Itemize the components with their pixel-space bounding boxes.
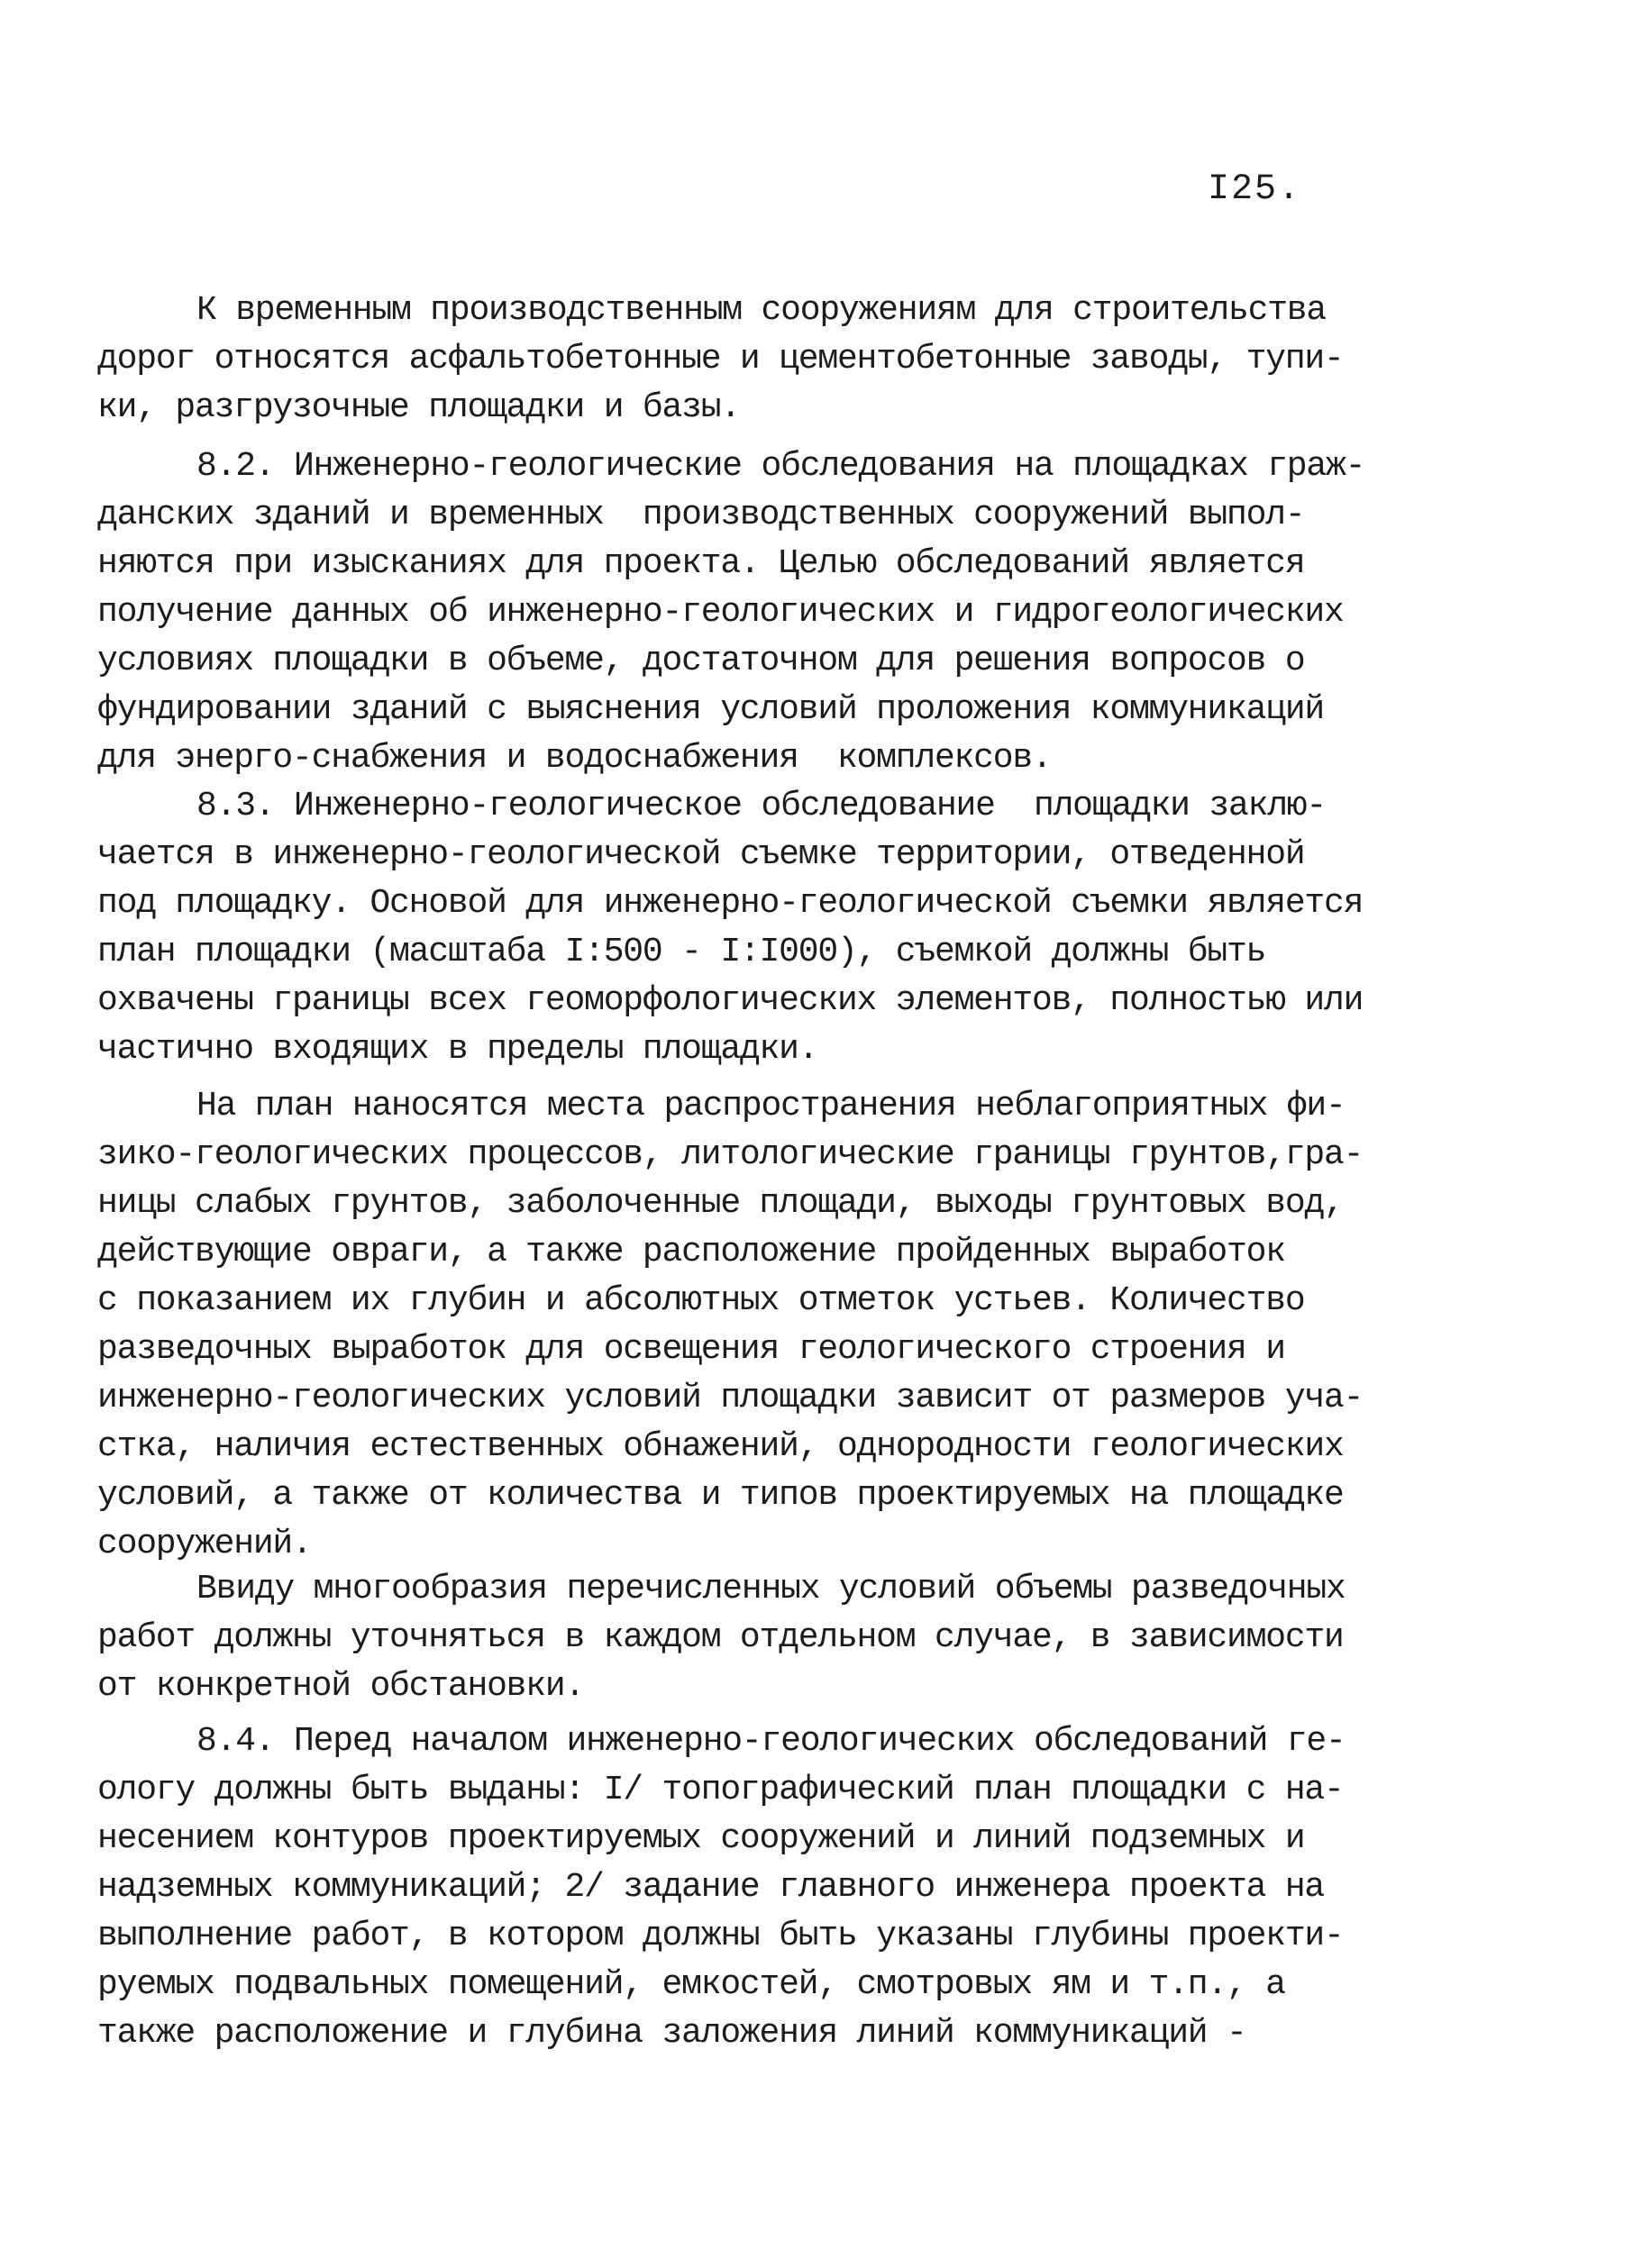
text-line: дорог относятся асфальтобетонные и цементобетонные заводы, тупи- (97, 340, 1344, 378)
paragraph-8-4 (97, 1717, 1368, 2058)
text-line: план площадки (масштаба I:500 - I:I000), съемкой должны быть (97, 933, 1266, 971)
text-line: ницы слабых грунтов, заболоченные площади, выходы грунтовых вод, (97, 1184, 1344, 1223)
page-number: I25. (1208, 169, 1302, 210)
text-line: для энерго-снабжения и водоснабжения комплексов. (97, 739, 1052, 778)
text-line: действующие овраги, а также расположение пройденных выработок (97, 1233, 1285, 1271)
paragraph-8-3 (97, 782, 1368, 1074)
text-line: К временным производственным сооружениям для строительства (196, 291, 1327, 330)
text-line: няются при изысканиях для проекта. Целью обследований является (97, 544, 1305, 583)
text-line: руемых подвальных помещений, емкостей, смотровых ям и т.п., а (97, 1965, 1285, 2004)
text-line: с показанием их глубин и абсолютных отметок устьев. Количество (97, 1281, 1305, 1320)
text-line: разведочных выработок для освещения геологического строения и (97, 1330, 1285, 1369)
text-line: под площадку. Основой для инженерно-геологической съемки является (97, 884, 1364, 923)
text-line: 8.2. Инженерно-геологические обследования на площадках граж- (196, 447, 1365, 486)
text-line: данских зданий и временных производственных сооружений выпол- (97, 496, 1305, 534)
text-line: На план наносятся места распространения неблагоприятных фи- (196, 1087, 1346, 1125)
text-line: ки, разгрузочные площадки и базы. (97, 388, 740, 427)
text-line: 8.4. Перед началом инженерно-геологических обследований ге- (196, 1722, 1346, 1761)
paragraph-intro (97, 287, 1368, 433)
paragraph-map-contents (97, 1082, 1368, 1569)
text-line: от конкретной обстановки. (97, 1667, 585, 1706)
text-line: несением контуров проектируемых сооружений и линий подземных и (97, 1819, 1305, 1858)
text-line: зико-геологических процессов, литологические границы грунтов,гра- (97, 1135, 1364, 1174)
text-line: сооружений. (97, 1525, 312, 1563)
text-line: надземных коммуникаций; 2/ задание главного инженера проекта на (97, 1868, 1325, 1907)
text-line: выполнение работ, в котором должны быть указаны глубины проекти- (97, 1917, 1344, 1955)
text-line: ологу должны быть выданы: I/ топографический план площадки с на- (97, 1771, 1344, 1809)
text-line: условий, а также от количества и типов проектируемых на площадке (97, 1476, 1344, 1515)
paragraph-8-2 (97, 442, 1368, 783)
paragraph-volume (97, 1565, 1368, 1711)
text-line: получение данных об инженерно-геологических и гидрогеологических (97, 593, 1344, 632)
text-line: чается в инженерно-геологической съемке территории, отведенной (97, 835, 1305, 874)
text-line: также расположение и глубина заложения линий коммуникаций - (97, 2014, 1246, 2053)
text-line: стка, наличия естественных обнажений, однородности геологических (97, 1427, 1344, 1466)
text-line: охвачены границы всех геоморфологических элементов, полностью или (97, 981, 1364, 1020)
text-line: работ должны уточняться в каждом отдельном случае, в зависимости (97, 1618, 1344, 1657)
text-line: Ввиду многообразия перечисленных условий объемы разведочных (196, 1570, 1346, 1608)
text-line: 8.3. Инженерно-геологическое обследование площадки заклю- (196, 787, 1327, 825)
text-line: частично входящих в пределы площадки. (97, 1030, 818, 1069)
text-line: инженерно-геологических условий площадки зависит от размеров уча- (97, 1379, 1364, 1417)
text-line: фундировании зданий с выяснения условий проложения коммуникаций (97, 690, 1325, 729)
text-line: условиях площадки в объеме, достаточном для решения вопросов о (97, 642, 1305, 680)
